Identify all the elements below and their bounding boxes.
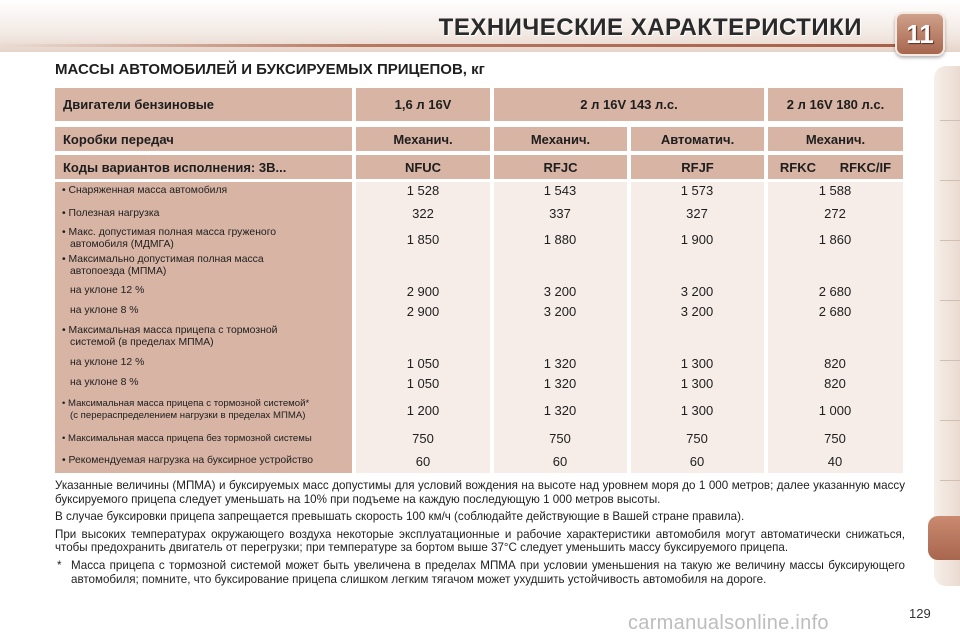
- cell-value: 1 860: [818, 232, 852, 247]
- footnote-marker: *: [57, 558, 62, 572]
- cell-value: 1 320: [543, 403, 577, 418]
- row-label-payload: • Полезная нагрузка: [62, 208, 160, 219]
- code-1: NFUC: [356, 155, 490, 179]
- codes-label: Коды вариантов исполнения: 3B...: [55, 155, 352, 179]
- cell-value: 2 680: [818, 284, 852, 299]
- cell-value: 1 300: [680, 403, 714, 418]
- row-label-gvw-2: автомобиля (МДМГА): [70, 239, 174, 250]
- row-label-braked-2: системой (в пределах МПМА): [70, 337, 214, 348]
- row-label-braked-redist-2: (с перераспределением нагрузки в пределах МПМА): [70, 410, 306, 421]
- gearbox-2: Механич.: [494, 127, 627, 151]
- footnote-text: Масса прицепа с тормозной системой может быть увеличена в пределах МПМА при условии уменьшения на такую же величину массы буксирующего автомобиля; помните, что буксирование прицепа слишком легким тягачом может ухудшить устойчивость автомобиля на дороге.: [71, 558, 905, 586]
- row-label-gcw-8: на уклоне 8 %: [70, 305, 139, 316]
- cell-value: 1 850: [406, 232, 440, 247]
- code-4-group: [768, 155, 903, 179]
- cell-value: 1 573: [680, 183, 714, 198]
- row-label-braked-12: на уклоне 12 %: [70, 357, 145, 368]
- header-rule: [0, 44, 900, 47]
- cell-value: 40: [827, 454, 843, 469]
- cell-value: 750: [824, 431, 846, 446]
- side-tab-divider: [940, 240, 960, 241]
- side-tab-divider: [940, 300, 960, 301]
- section-heading: МАССЫ АВТОМОБИЛЕЙ И БУКСИРУЕМЫХ ПРИЦЕПОВ, кг: [55, 61, 485, 78]
- side-tab-divider: [940, 480, 960, 481]
- gearbox-3: Автоматич.: [631, 127, 764, 151]
- watermark: carmanualsonline.info: [628, 612, 829, 634]
- side-tab-current-chapter[interactable]: [928, 516, 960, 560]
- note-temperature: При высоких температурах окружающего воздуха некоторые эксплуатационные и рабочие характеристики автомобиля могут автоматически снижаться, чтобы предохранить двигатель от перегрузки; при температуре за бортом выше 37°C следует уменьшить массу буксируемого прицепа.: [55, 527, 905, 555]
- gearbox-1: Механич.: [356, 127, 490, 151]
- values-column-1: [356, 182, 490, 473]
- side-tab-divider: [940, 180, 960, 181]
- cell-value: 3 200: [680, 304, 714, 319]
- engine-1: 1,6 л 16V: [356, 88, 490, 121]
- code-2: RFJC: [494, 155, 627, 179]
- cell-value: 2 900: [406, 304, 440, 319]
- side-tab-divider: [940, 120, 960, 121]
- engine-2: 2 л 16V 143 л.с.: [494, 88, 764, 121]
- cell-value: 750: [549, 431, 571, 446]
- cell-value: 750: [686, 431, 708, 446]
- cell-value: 1 300: [680, 356, 714, 371]
- values-column-4: [768, 182, 903, 473]
- cell-value: 820: [824, 356, 846, 371]
- row-label-curb-weight: • Снаряженная масса автомобиля: [62, 185, 228, 196]
- code-3: RFJF: [631, 155, 764, 179]
- cell-value: 337: [549, 206, 571, 221]
- row-label-braked: • Максимальная масса прицепа с тормозной: [62, 325, 278, 336]
- cell-value: 2 680: [818, 304, 852, 319]
- cell-value: 1 543: [543, 183, 577, 198]
- chapter-title: ТЕХНИЧЕСКИЕ ХАРАКТЕРИСТИКИ: [438, 14, 862, 41]
- row-label-gvw: • Макс. допустимая полная масса груженого: [62, 227, 277, 238]
- row-label-gcw: • Максимально допустимая полная масса: [62, 254, 264, 265]
- cell-value: 1 320: [543, 376, 577, 391]
- engines-label: Двигатели бензиновые: [55, 88, 352, 121]
- cell-value: 820: [824, 376, 846, 391]
- cell-value: 1 300: [680, 376, 714, 391]
- note-speed: В случае буксировки прицепа запрещается превышать скорость 100 км/ч (соблюдайте действующие в Вашей стране правила).: [55, 510, 745, 524]
- side-tab-strip: [934, 66, 960, 586]
- chapter-number: 11: [906, 18, 934, 49]
- chapter-number-badge: [895, 12, 945, 56]
- cell-value: 327: [686, 206, 708, 221]
- cell-value: 60: [689, 454, 705, 469]
- cell-value: 1 050: [406, 376, 440, 391]
- values-column-3: [631, 182, 764, 473]
- code-4: RFKC: [779, 159, 816, 175]
- gearbox-label: Коробки передач: [55, 127, 352, 151]
- cell-value: 1 588: [818, 183, 852, 198]
- row-label-towbar-load: • Рекомендуемая нагрузка на буксирное устройство: [62, 455, 314, 466]
- weights-table: [55, 88, 903, 473]
- cell-value: 60: [552, 454, 568, 469]
- cell-value: 1 900: [680, 232, 714, 247]
- cell-value: 1 528: [406, 183, 440, 198]
- row-label-gcw-2: автопоезда (МПМА): [70, 266, 167, 277]
- cell-value: 3 200: [543, 304, 577, 319]
- side-tab-divider: [940, 420, 960, 421]
- cell-value: 2 900: [406, 284, 440, 299]
- row-label-unbraked: • Максимальная масса прицепа без тормозной системы: [62, 433, 312, 444]
- cell-value: 1 050: [406, 356, 440, 371]
- cell-value: 322: [412, 206, 434, 221]
- cell-value: 60: [415, 454, 431, 469]
- cell-value: 750: [412, 431, 434, 446]
- cell-value: 1 200: [406, 403, 440, 418]
- row-label-gcw-12: на уклоне 12 %: [70, 285, 145, 296]
- cell-value: 1 880: [543, 232, 577, 247]
- notes-block: [55, 479, 905, 590]
- cell-value: 272: [824, 206, 846, 221]
- values-column-2: [494, 182, 627, 473]
- page-number: 129: [909, 606, 931, 621]
- cell-value: 3 200: [680, 284, 714, 299]
- row-label-braked-redist: • Максимальная масса прицепа с тормозной системой*: [62, 398, 310, 409]
- cell-value: 1 000: [818, 403, 852, 418]
- row-label-braked-8: на уклоне 8 %: [70, 377, 139, 388]
- engine-3: 2 л 16V 180 л.с.: [768, 88, 903, 121]
- footnote: [55, 559, 905, 586]
- code-5: RFKC/IF: [839, 159, 892, 175]
- side-tab-divider: [940, 360, 960, 361]
- cell-value: 1 320: [543, 356, 577, 371]
- gearbox-4: Механич.: [768, 127, 903, 151]
- cell-value: 3 200: [543, 284, 577, 299]
- note-altitude: Указанные величины (МПМА) и буксируемых масс допустимы для условий вождения на высоте над уровнем моря до 1 000 метров; далее указанную массу буксируемого прицепа следует уменьшать на 10% при подъеме на каждую последующую 1 000 метров высоты.: [55, 479, 905, 506]
